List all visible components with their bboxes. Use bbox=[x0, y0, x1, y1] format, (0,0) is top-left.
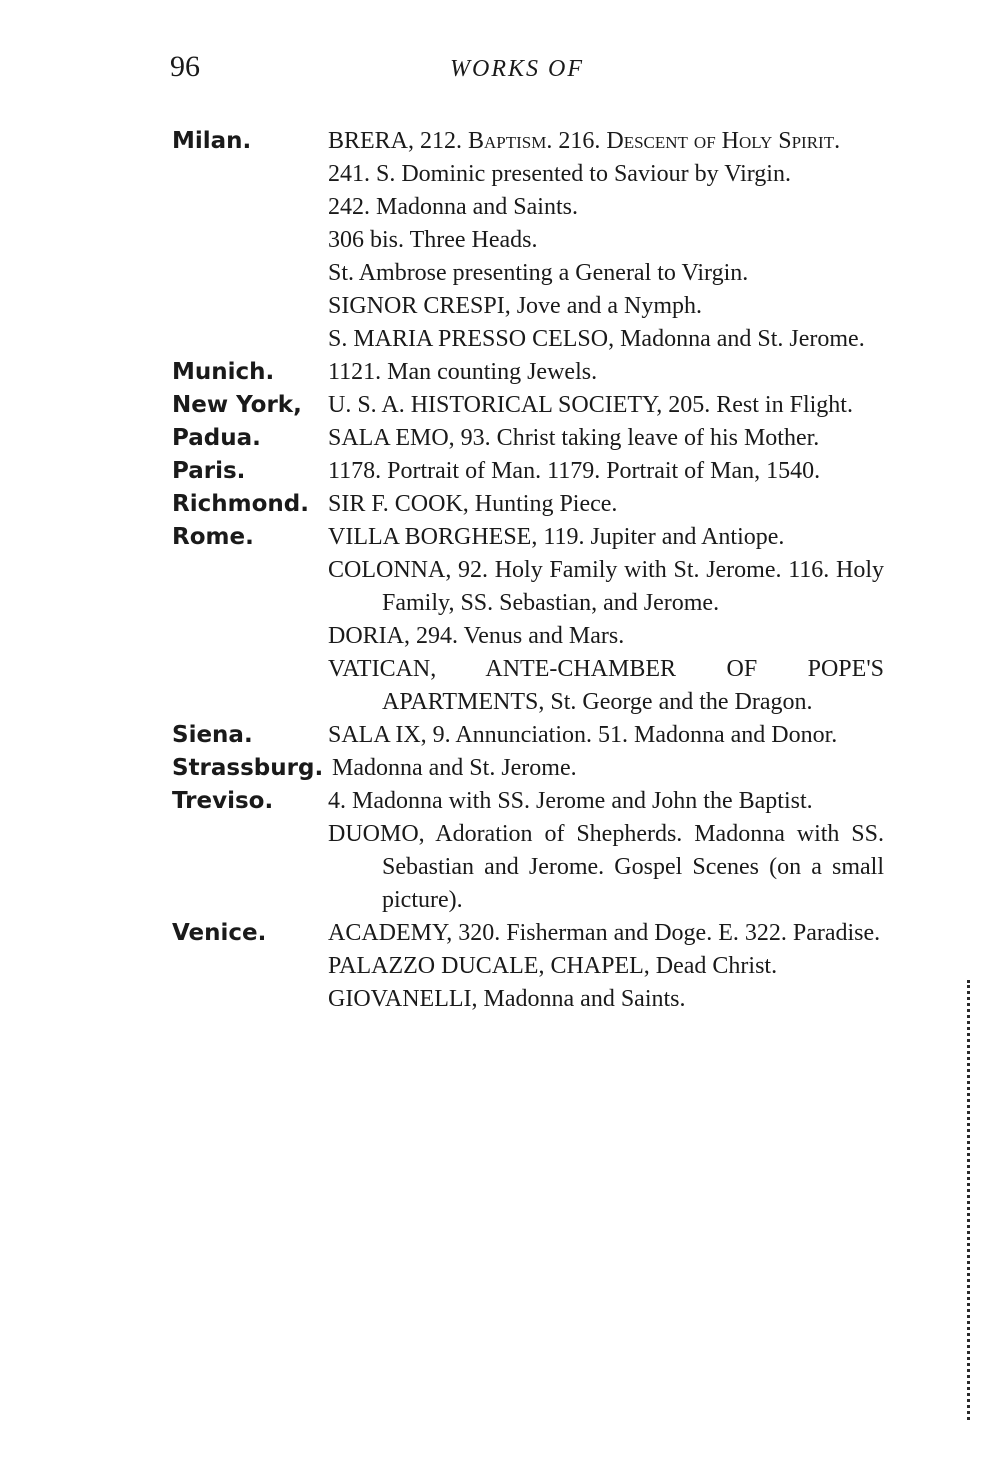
city-name: Rome. bbox=[172, 524, 254, 550]
running-title: WORKS OF bbox=[450, 56, 584, 82]
page-header bbox=[0, 50, 1000, 90]
page-number: 96 bbox=[170, 50, 200, 83]
city-name: New York, bbox=[172, 392, 302, 418]
entry-line: 1121. Man counting Jewels. bbox=[328, 359, 598, 385]
city-name: Siena. bbox=[172, 722, 253, 748]
entry-line: 1178. Portrait of Man. 1179. Portrait of Man, 1540. bbox=[328, 458, 821, 484]
city-name: Richmond. bbox=[172, 491, 309, 517]
city-name: Venice. bbox=[172, 920, 267, 946]
entry-line: S. MARIA PRESSO CELSO, Madonna and St. Jerome. bbox=[328, 326, 865, 352]
city-name: Strassburg. bbox=[172, 755, 324, 781]
entry-line: VILLA BORGHESE, 119. Jupiter and Antiope. bbox=[328, 524, 785, 550]
city-name: Padua. bbox=[172, 425, 261, 451]
entry-line: 306 bis. Three Heads. bbox=[328, 227, 538, 253]
entry-line: PALAZZO DUCALE, CHAPEL, Dead Christ. bbox=[328, 953, 778, 979]
city-name: Paris. bbox=[172, 458, 246, 484]
entry-line: U. S. A. HISTORICAL SOCIETY, 205. Rest in Flight. bbox=[328, 392, 853, 418]
entry-line: 4. Madonna with SS. Jerome and John the Baptist. bbox=[328, 788, 813, 814]
entry-paris bbox=[172, 455, 884, 488]
entry-venice bbox=[172, 917, 884, 1016]
entry-padua bbox=[172, 422, 884, 455]
city-name: Munich. bbox=[172, 359, 275, 385]
entry-munich bbox=[172, 356, 884, 389]
entry-strassburg bbox=[172, 752, 884, 785]
entry-line: BRERA, 212. Baptism. 216. Descent of Holy Spirit. bbox=[328, 128, 841, 154]
catalogue-list bbox=[172, 125, 884, 1016]
entry-line: DORIA, 294. Venus and Mars. bbox=[328, 623, 625, 649]
entry-line: COLONNA, 92. Holy Family with St. Jerome. 116. Holy Family, SS. Sebastian, and Jerome. bbox=[328, 557, 884, 616]
entry-line: 242. Madonna and Saints. bbox=[328, 194, 578, 220]
city-name: Milan. bbox=[172, 128, 252, 154]
entry-line: SIR F. COOK, Hunting Piece. bbox=[328, 491, 618, 517]
entry-line: GIOVANELLI, Madonna and Saints. bbox=[328, 986, 686, 1012]
entry-line: Madonna and St. Jerome. bbox=[332, 755, 577, 781]
city-name: Treviso. bbox=[172, 788, 274, 814]
entry-line: DUOMO, Adoration of Shepherds. Madonna with SS. Sebastian and Jerome. Gospel Scenes (on a small picture). bbox=[328, 821, 884, 913]
entry-line: ACADEMY, 320. Fisherman and Doge. E. 322. Paradise. bbox=[328, 920, 881, 946]
entry-siena bbox=[172, 719, 884, 752]
entry-line: SIGNOR CRESPI, Jove and a Nymph. bbox=[328, 293, 703, 319]
entry-rome bbox=[172, 521, 884, 719]
entry-treviso bbox=[172, 785, 884, 917]
entry-line: 241. S. Dominic presented to Saviour by Virgin. bbox=[328, 161, 791, 187]
entry-line: SALA EMO, 93. Christ taking leave of his Mother. bbox=[328, 425, 820, 451]
entry-line: VATICAN, ANTE-CHAMBER OF POPE'S APARTMENTS, St. George and the Dragon. bbox=[328, 656, 884, 715]
entry-richmond bbox=[172, 488, 884, 521]
entry-line: St. Ambrose presenting a General to Virgin. bbox=[328, 260, 749, 286]
margin-scan-mark bbox=[967, 980, 974, 1420]
entry-milan bbox=[172, 125, 884, 356]
entry-new-york bbox=[172, 389, 884, 422]
entry-line: SALA IX, 9. Annunciation. 51. Madonna and Donor. bbox=[328, 722, 838, 748]
